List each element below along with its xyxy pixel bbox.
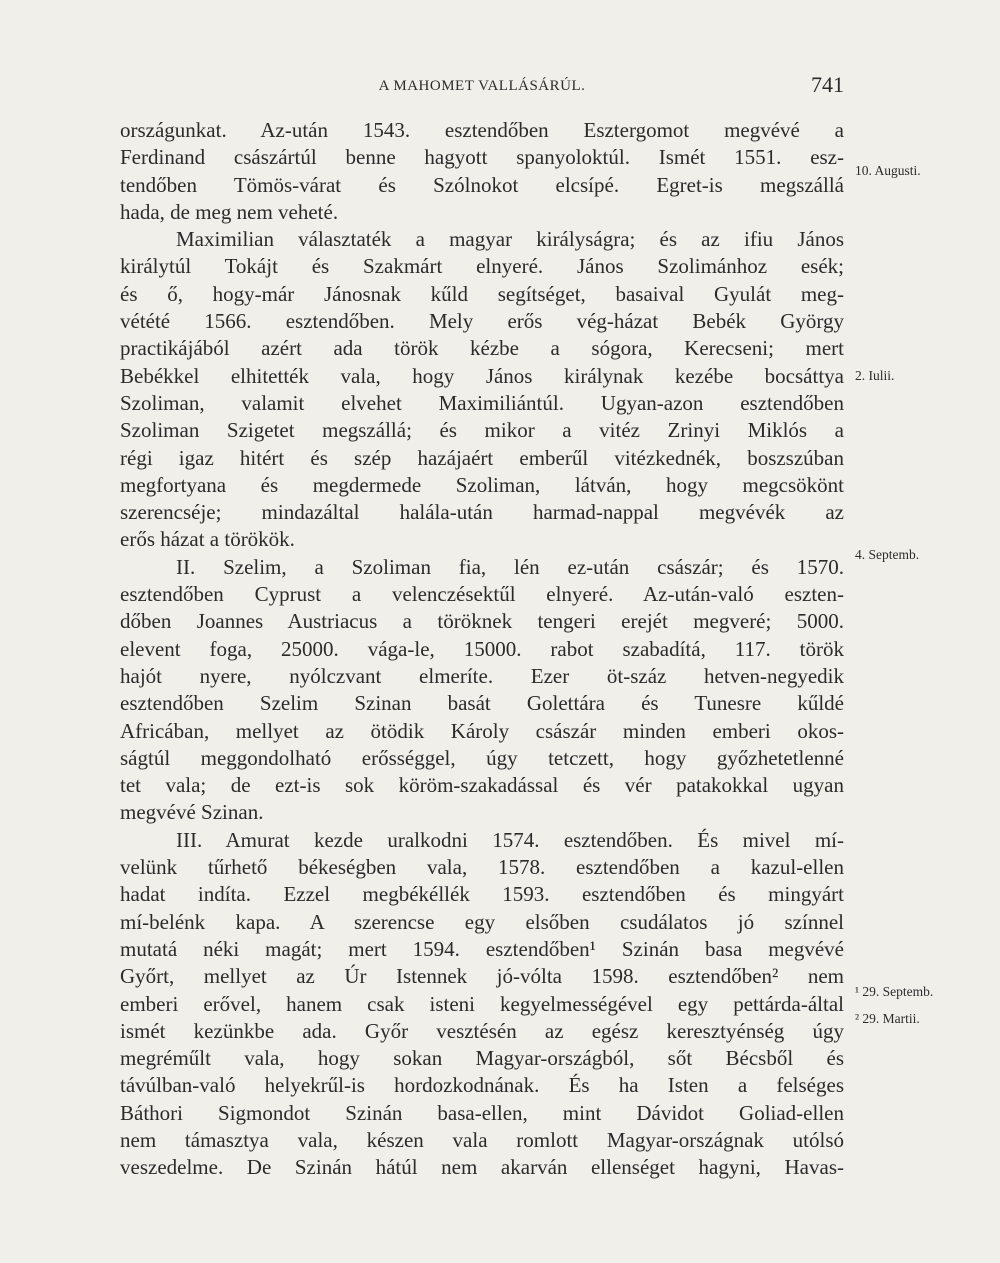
text-line: ságtúl meggondolható erősséggel, úgy tetczett, hogy győzhetetlenné	[120, 745, 844, 770]
text-line: régi igaz hitért és szép hazájaért emberűl vitézkednék, boszszúban	[120, 445, 844, 470]
margin-note: 10. Augusti.	[855, 163, 921, 178]
text-line: Győrt, mellyet az Úr Istennek jó-vólta 1598. esztendőben² nem	[120, 964, 844, 989]
text-line: esztendőben Cyprust a velenczésektűl elnyeré. Az-után-való eszten-	[120, 582, 844, 607]
text-line: hadat indíta. Ezzel megbékéllék 1593. esztendőben és mingyárt	[120, 882, 844, 907]
text-line: Szoliman Szigetet megszállá; és mikor a vitéz Zrinyi Miklós a	[120, 418, 844, 443]
text-line: emberi erővel, hanem csak isteni kegyelmességével egy pettárda-által	[120, 991, 844, 1016]
text-line: megréműlt vala, hogy sokan Magyar-országból, sőt Bécsből és	[120, 1046, 844, 1071]
text-line: tendőben Tömös-várat és Szólnokot elcsípé. Egret-is megszállá	[120, 172, 844, 197]
text-line: megfortyana és megdermede Szoliman, látván, hogy megcsökönt	[120, 472, 844, 497]
text-line: Bebékkel elhitették vala, hogy János királynak kezébe bocsáttya	[120, 363, 844, 388]
text-line: III. Amurat kezde uralkodni 1574. esztendőben. És mivel mí-	[176, 827, 844, 852]
margin-note: ¹ 29. Septemb.	[855, 984, 934, 999]
page-number: 741	[811, 72, 844, 97]
text-line: ismét kezünkbe ada. Győr vesztésén az egész keresztyénség úgy	[120, 1018, 844, 1043]
text-line: Ferdinand császártúl benne hagyott spanyoloktúl. Ismét 1551. esz-	[120, 145, 844, 170]
text-line: mí-belénk kapa. A szerencse egy elsőben csudálatos jó színnel	[120, 909, 844, 934]
text-line: dőben Joannes Austriacus a töröknek tengeri erejét megveré; 5000.	[120, 609, 844, 634]
text-line: szerencséje; mindazáltal halála-után harmad-nappal megvévék az	[120, 500, 844, 525]
text-line: megvévé Szinan.	[120, 800, 264, 825]
text-line: mutatá néki magát; mert 1594. esztendőben¹ Szinán basa megvévé	[120, 936, 844, 961]
text-line: vétété 1566. esztendőben. Mely erős vég-házat Bebék György	[120, 309, 844, 334]
text-line: hada, de meg nem veheté.	[120, 199, 339, 224]
text-line: távúlban-való helyekrűl-is hordozkodnának. És ha Isten a felséges	[120, 1073, 844, 1098]
body-text	[120, 117, 844, 1182]
text-line: tet vala; de ezt-is sok köröm-szakadással és vér patakokkal ugyan	[120, 773, 844, 798]
text-line: országunkat. Az-után 1543. esztendőben Esztergomot megvévé a	[120, 118, 844, 142]
text-line: Africában, mellyet az ötödik Károly császár minden emberi okos-	[120, 718, 844, 743]
text-line: erős házat a törökök.	[120, 527, 295, 552]
text-line: veszedelme. De Szinán hátúl nem akarván ellenséget hagyni, Havas-	[120, 1155, 844, 1180]
text-line: nem támasztya vala, készen vala romlott Magyar-országnak utólsó	[120, 1127, 844, 1152]
text-line: elevent foga, 25000. vága-le, 15000. rabot szabadítá, 117. török	[120, 636, 844, 661]
running-title: A MAHOMET VALLÁSÁRÚL.	[378, 78, 586, 94]
text-line: II. Szelim, a Szoliman fia, lén ez-után császár; és 1570.	[176, 554, 844, 579]
text-line: Báthori Sigmondot Szinán basa-ellen, mint Dávidot Goliad-ellen	[120, 1100, 844, 1125]
text-line: Maximilian választaték a magyar királyságra; és az ifiu János	[176, 227, 844, 252]
text-line: hajót nyere, nyólczvant elmeríte. Ezer öt-száz hetven-negyedik	[120, 663, 844, 688]
text-line: és ő, hogy-már Jánosnak kűld segítséget, basaival Gyulát meg-	[120, 281, 844, 306]
margin-note: 2. Iulii.	[855, 368, 895, 383]
text-line: esztendőben Szelim Szinan basát Golettára és Tunesre kűldé	[120, 691, 844, 716]
page-header	[120, 72, 844, 102]
text-line: practikájából azért ada török kézbe a sógora, Kerecseni; mert	[120, 336, 844, 361]
text-line: Szoliman, valamit elvehet Maximiliántúl. Ugyan-azon esztendőben	[120, 390, 844, 415]
text-line: velünk tűrhető békeségben vala, 1578. esztendőben a kazul-ellen	[120, 855, 844, 880]
margin-note: 4. Septemb.	[855, 547, 920, 562]
text-line: királytúl Tokájt és Szakmárt elnyeré. János Szolimánhoz esék;	[120, 254, 844, 279]
margin-note: ² 29. Martii.	[855, 1011, 920, 1026]
